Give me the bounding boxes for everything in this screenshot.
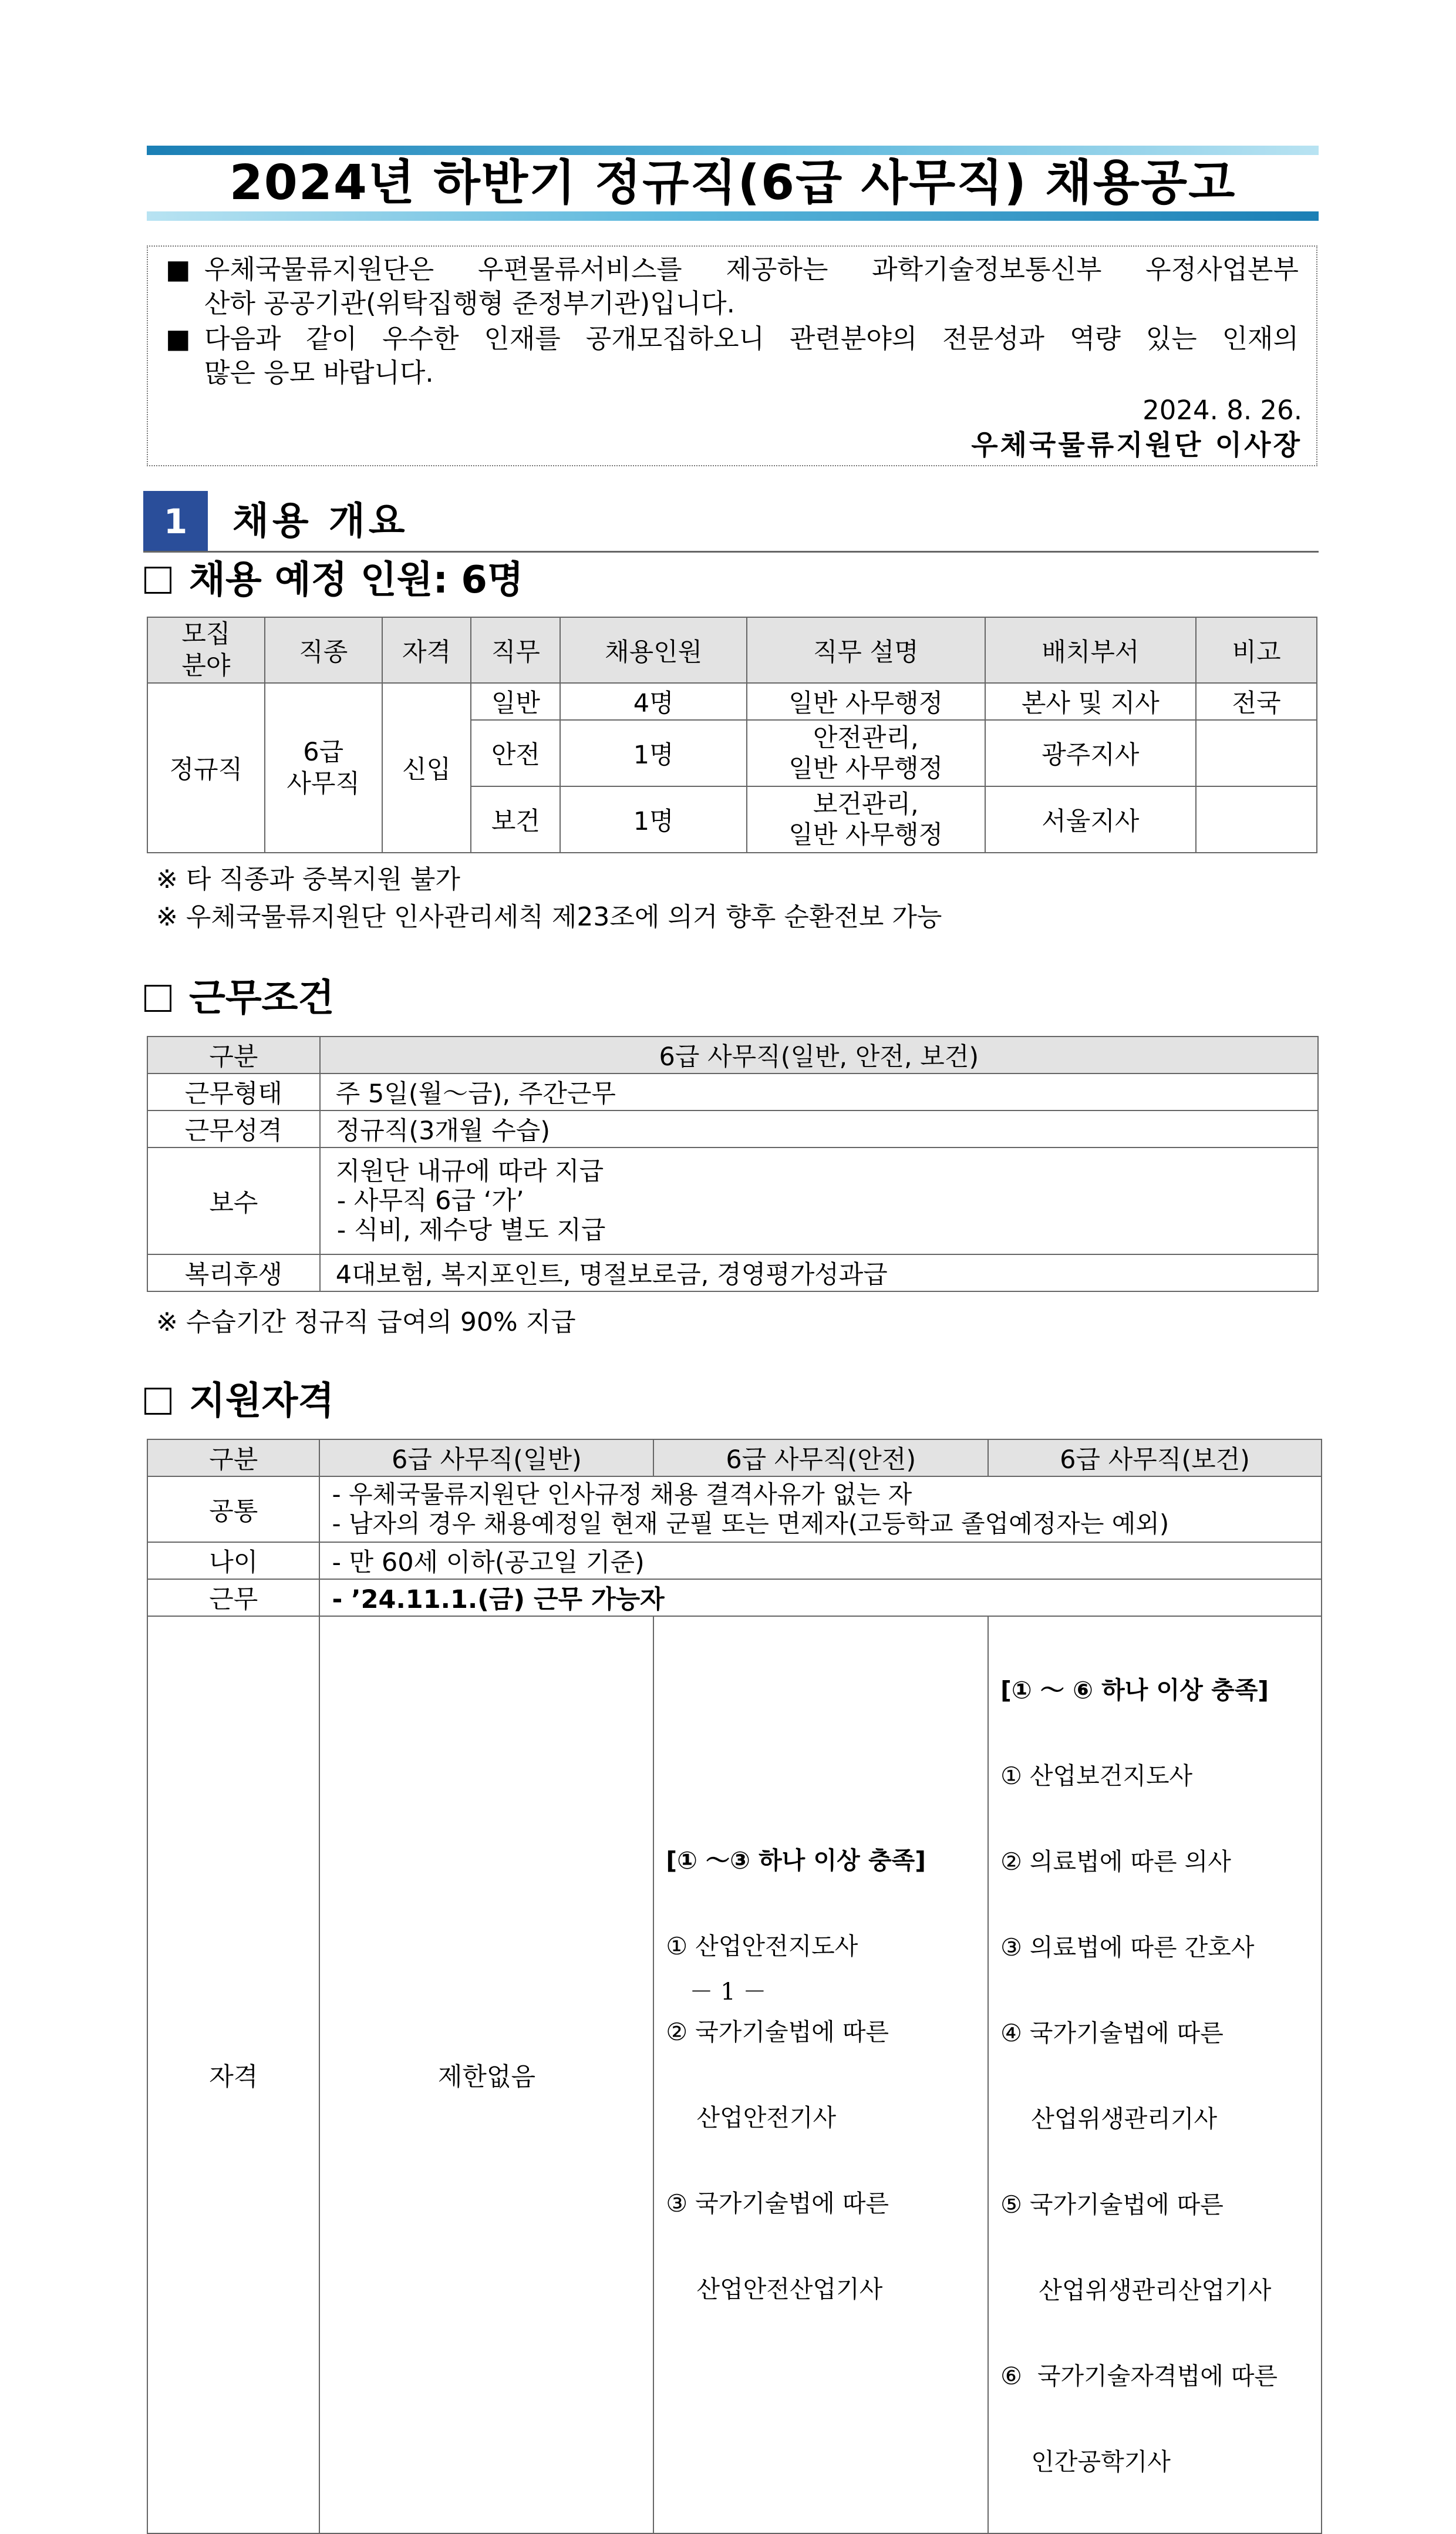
cell-headcount: 4명	[560, 683, 747, 720]
cell-line: ③ 국가기술법에 따른	[666, 2189, 889, 2217]
header-general: 6급 사무직(일반)	[319, 1439, 653, 1476]
cell-line: [① ～ ⑥ 하나 이상 충족]	[1000, 1676, 1269, 1704]
cell-line: ⑤ 국가기술법에 따른	[1000, 2190, 1224, 2219]
cell-job-type-line: 6급	[303, 737, 344, 767]
cell-line: ⑥ 국가기술자격법에 따른	[1000, 2362, 1278, 2390]
cell-health	[988, 1616, 1322, 2533]
recruit-header-row	[147, 617, 1317, 683]
title-bottom-rule	[147, 211, 1319, 221]
table-row	[147, 1542, 1322, 1579]
table-row	[147, 1616, 1322, 2533]
cell-line: 산업위생관리산업기사	[1000, 2276, 1272, 2304]
title-top-rule	[147, 146, 1319, 155]
cell-headcount: 1명	[560, 786, 747, 853]
cell-line: - 식비, 제수당 별도 지급	[336, 1216, 606, 1245]
header-duty-description: 직무 설명	[747, 617, 985, 683]
intro-box	[147, 245, 1317, 466]
cell-headcount: 1명	[560, 720, 747, 786]
cell-safety	[653, 1616, 988, 2533]
table-row	[147, 1147, 1318, 1254]
cell-duty: 보건	[471, 786, 560, 853]
note-line: ※ 타 직종과 중복지원 불가	[156, 864, 460, 894]
conditions-header-row	[147, 1037, 1318, 1073]
header-health: 6급 사무직(보건)	[988, 1439, 1322, 1476]
intro-line: 많은 응모 바랍니다.	[204, 357, 434, 388]
cell-line: 보건관리,	[813, 789, 919, 819]
table-row	[147, 1476, 1322, 1542]
cell-duty-description: 일반 사무행정	[747, 683, 985, 720]
cell-common	[319, 1476, 1322, 1542]
table-row	[147, 1110, 1318, 1147]
cell-general: 제한없음	[319, 1616, 653, 2533]
table-row	[147, 1579, 1322, 1616]
cell-work: - ’24.11.1.(금) 근무 가능자	[319, 1579, 1322, 1616]
header-headcount: 채용인원	[560, 617, 747, 683]
page-title: 2024년 하반기 정규직(6급 사무직) 채용공고	[229, 155, 1236, 211]
page-number: － 1 －	[689, 1978, 767, 2005]
cell-duty-description	[747, 720, 985, 786]
cell-department: 본사 및 지사	[985, 683, 1197, 720]
cell-value: 4대보험, 복지포인트, 명절보로금, 경영평가성과급	[320, 1254, 1318, 1291]
cell-line: 인간공학기사	[1000, 2448, 1171, 2476]
cell-qualification: 신입	[382, 683, 471, 853]
table-row	[147, 1073, 1318, 1110]
checkbox-square-icon	[144, 985, 171, 1012]
cell-line: - 사무직 6급 ‘가’	[336, 1186, 524, 1216]
cell-remarks: 전국	[1196, 683, 1317, 720]
cell-line: ① 산업안전지도사	[666, 1932, 858, 1960]
cell-line: ③ 의료법에 따른 간호사	[1000, 1933, 1255, 1961]
cell-line: 지원단 내규에 따라 지급	[335, 1157, 604, 1186]
title-banner	[147, 146, 1319, 221]
cell-value	[320, 1147, 1318, 1254]
intro-line: 다음과 같이 우수한 인재를 공개모집하오니 관련분야의 전문성과 역량 있는 인재의	[204, 323, 1299, 354]
note-line: ※ 우체국물류지원단 인사관리세칙 제23조에 의거 향후 순환전보 가능	[156, 902, 942, 932]
intro-line: 우체국물류지원단은 우편물류서비스를 제공하는 과학기술정보통신부 우정사업본부	[204, 254, 1299, 285]
cell-value: 정규직(3개월 수습)	[320, 1110, 1318, 1147]
header-department: 배치부서	[985, 617, 1197, 683]
cell-label: 나이	[147, 1542, 319, 1579]
header-category: 구분	[147, 1439, 319, 1476]
cell-age: - 만 60세 이하(공고일 기준)	[319, 1542, 1322, 1579]
cell-line: 일반 사무행정	[788, 753, 943, 783]
section-number: 1	[143, 491, 208, 552]
section-divider	[143, 551, 1319, 553]
cell-line: - 남자의 경우 채용예정일 현재 군필 또는 면제자(고등학교 졸업예정자는 예외)	[332, 1509, 1169, 1538]
cell-department: 서울지사	[985, 786, 1197, 853]
cell-line: 일반 사무행정	[788, 820, 943, 850]
eligibility-heading	[144, 1378, 334, 1425]
header-remarks: 비고	[1196, 617, 1317, 683]
cell-duty: 일반	[471, 683, 560, 720]
cell-label: 근무	[147, 1579, 319, 1616]
notice-date: 2024. 8. 26.	[1142, 395, 1302, 426]
conditions-heading	[144, 975, 334, 1022]
cell-label: 자격	[147, 1616, 319, 2533]
table-row	[147, 1254, 1318, 1291]
cell-duty-description	[747, 786, 985, 853]
header-position: 6급 사무직(일반, 안전, 보건)	[320, 1037, 1318, 1073]
cell-field: 정규직	[147, 683, 265, 853]
cell-line: 산업위생관리기사	[1000, 2105, 1218, 2133]
cell-value: 주 5일(월～금), 주간근무	[320, 1073, 1318, 1110]
cell-duty: 안전	[471, 720, 560, 786]
cell-label: 복리후생	[147, 1254, 320, 1291]
header-qualification: 자격	[382, 617, 471, 683]
header-safety: 6급 사무직(안전)	[653, 1439, 988, 1476]
cell-remarks	[1196, 720, 1317, 786]
cell-line: - 우체국물류지원단 인사규정 채용 결격사유가 없는 자	[332, 1480, 912, 1509]
cell-label: 근무성격	[147, 1110, 320, 1147]
cell-line: [① ～③ 하나 이상 충족]	[666, 1846, 926, 1875]
checkbox-square-icon	[144, 567, 171, 594]
cell-line: 안전관리,	[813, 723, 919, 753]
checkbox-square-icon	[144, 1388, 171, 1415]
cell-job-type-line: 사무직	[287, 769, 360, 799]
recruit-table	[147, 617, 1317, 853]
cell-label: 보수	[147, 1147, 320, 1254]
table-row	[147, 683, 1317, 720]
cell-line: 산업안전기사	[666, 2104, 837, 2132]
cell-label: 공통	[147, 1476, 319, 1542]
recruit-heading-text: 채용 예정 인원: 6명	[189, 558, 524, 602]
note-line: ※ 수습기간 정규직 급여의 90% 지급	[156, 1307, 576, 1337]
cell-line: ② 국가기술법에 따른	[666, 2018, 889, 2046]
header-job-type: 직종	[265, 617, 382, 683]
cell-line: ② 의료법에 따른 의사	[1000, 1848, 1231, 1876]
conditions-table	[147, 1036, 1319, 1292]
intro-line: 산하 공공기관(위탁집행형 준정부기관)입니다.	[204, 288, 735, 319]
eligibility-header-row	[147, 1439, 1322, 1476]
eligibility-heading-text: 지원자격	[189, 1379, 335, 1423]
notice-signer: 우체국물류지원단 이사장	[971, 429, 1302, 462]
header-category: 구분	[147, 1037, 320, 1073]
recruit-heading	[144, 557, 524, 604]
cell-line: ④ 국가기술법에 따른	[1000, 2019, 1224, 2047]
section-title: 채용 개요	[232, 500, 409, 543]
cell-job-type	[265, 683, 382, 853]
cell-label: 근무형태	[147, 1073, 320, 1110]
header-duty: 직무	[471, 617, 560, 683]
cell-line: ① 산업보건지도사	[1000, 1762, 1193, 1790]
conditions-heading-text: 근무조건	[189, 977, 335, 1020]
header-field: 모집 분야	[147, 617, 265, 683]
square-bullet-icon: ■	[166, 254, 191, 285]
square-bullet-icon: ■	[166, 323, 191, 354]
cell-remarks	[1196, 786, 1317, 853]
cell-line: 산업안전산업기사	[666, 2275, 883, 2303]
cell-department: 광주지사	[985, 720, 1197, 786]
